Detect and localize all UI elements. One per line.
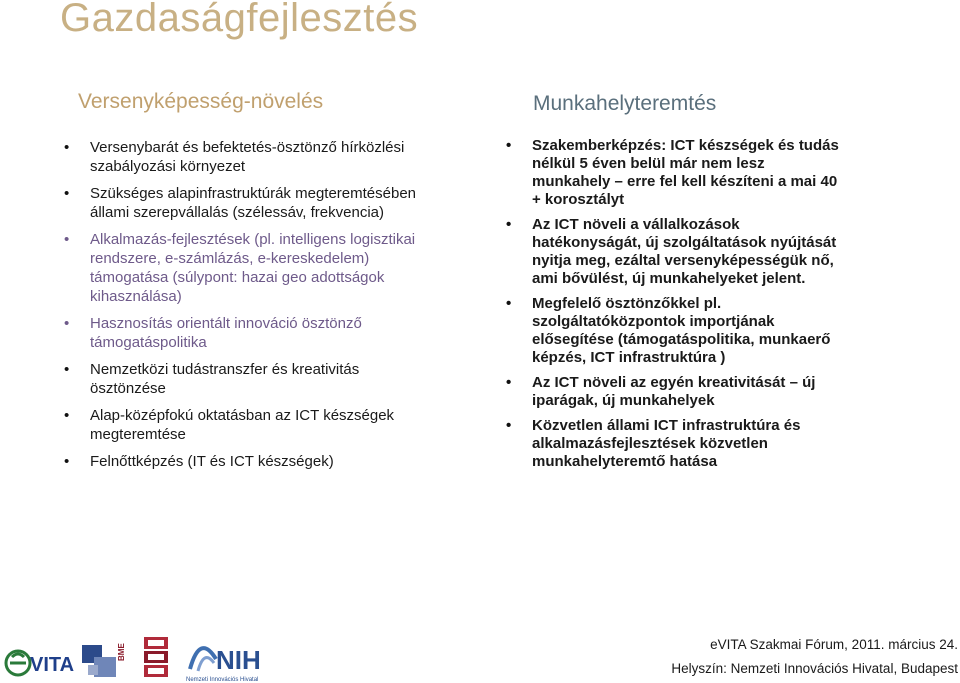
partner-logo: [80, 641, 120, 681]
list-item: • Alap-középfokú oktatásban az ICT készségek megteremtése: [64, 406, 434, 444]
nih-logo: [184, 631, 274, 683]
list-item: • Hasznosítás orientált innováció ösztönző támogatáspolitika: [64, 314, 434, 352]
list-item: • Versenybarát és befektetés-ösztönző hírközlési szabályozási környezet: [64, 138, 434, 176]
footer-venue: Helyszín: Nemzeti Innovációs Hivatal, Budapest: [671, 661, 958, 676]
svg-text:NIH: NIH: [216, 645, 261, 675]
right-column-heading: Munkahelyteremtés: [533, 92, 717, 115]
bme-emt-logo: [117, 633, 176, 681]
evita-logo: [4, 643, 76, 679]
list-item: • Felnőttképzés (IT és ICT készségek): [64, 452, 434, 471]
sponsor-logos: [0, 625, 290, 682]
left-column-heading: Versenyképesség-növelés: [78, 90, 324, 113]
svg-text:Nemzeti Innovációs Hivatal: Nemzeti Innovációs Hivatal: [186, 677, 259, 683]
right-bullet-list: [506, 137, 846, 478]
left-bullet-list: [64, 138, 434, 479]
list-item: • Nemzetközi tudástranszfer és kreativitás ösztönzése: [64, 360, 434, 398]
svg-text:VITA: VITA: [30, 654, 75, 676]
svg-text:BME: BME: [117, 643, 126, 661]
list-item: • Az ICT növeli a vállalkozások hatékonyságát, új szolgáltatások nyújtását nyitja meg, ezáltal versenyképességük nő, ami bővülést, új munkahelyeket jelent.: [506, 216, 846, 288]
list-item: • Megfelelő ösztönzőkkel pl. szolgáltatóközpontok importjának elősegítése (támogatáspolitika, munkaerő képzés, ICT infrastruktúra ): [506, 295, 846, 367]
list-item: • Az ICT növeli az egyén kreativitását – új iparágak, új munkahelyek: [506, 374, 846, 410]
list-item: • Szükséges alapinfrastruktúrák megteremtésében állami szerepvállalás (szélessáv, frekvencia): [64, 184, 434, 222]
footer-event: eVITA Szakmai Fórum, 2011. március 24.: [710, 637, 958, 652]
list-item: • Közvetlen állami ICT infrastruktúra és alkalmazásfejlesztések közvetlen munkahelyteremtő hatása: [506, 417, 846, 471]
slide-title: Gazdaságfejlesztés: [60, 0, 419, 40]
list-item: • Alkalmazás-fejlesztések (pl. intelligens logisztikai rendszere, e-számlázás, e-kereskedelem) támogatása (súlypont: hazai geo adottságok kihasználása): [64, 230, 434, 306]
list-item: • Szakemberképzés: ICT készségek és tudás nélkül 5 éven belül már nem lesz munkahely – erre fel kell készíteni a mai 40 + korosztályt: [506, 137, 846, 209]
